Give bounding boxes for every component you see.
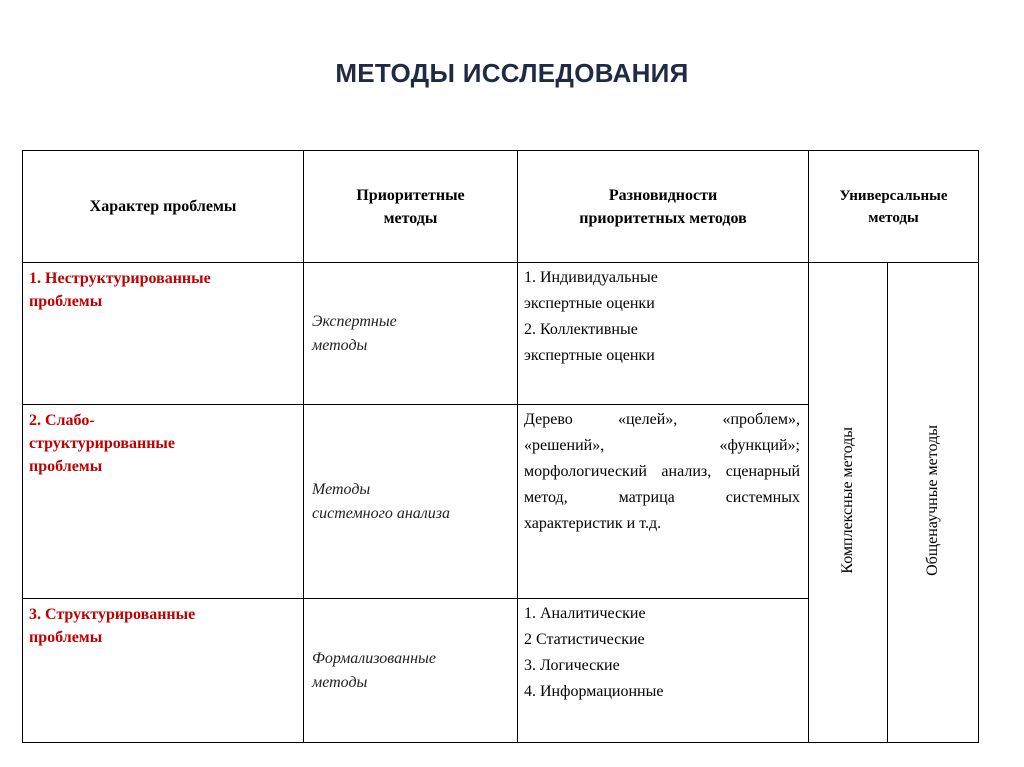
complex-methods-cell [809,263,888,743]
header-priority-methods: Приоритетные методы [304,151,518,263]
general-scientific-methods-label: Общенаучные методы [924,424,941,576]
header-problem-type: Характер проблемы [23,151,304,263]
priority-method-cell: Методы системного анализа [304,405,518,599]
priority-method-cell: Экспертные методы [304,263,518,405]
problem-cell: 2. Слабо- структурированные проблемы [23,405,304,599]
header-method-varieties: Разновидности приоритетных методов [518,151,809,263]
header-universal-methods: Универсальные методы [809,151,979,263]
varieties-cell: 1. Аналитические 2 Статистические 3. Логические 4. Информационные [518,599,809,743]
general-scientific-methods-cell [888,263,979,743]
page-title: МЕТОДЫ ИССЛЕДОВАНИЯ [335,58,689,88]
problem-cell: 1. Неструктурированные проблемы [23,263,304,405]
priority-method-cell: Формализованные методы [304,599,518,743]
varieties-cell: Дерево «целей», «проблем», «решений», «функций»; морфологический анализ, сценарный метод, матрица системных характеристик и т.д. [518,405,809,599]
table-row [23,263,979,405]
problem-cell: 3. Структурированные проблемы [23,599,304,743]
methods-table [22,150,979,743]
header-row [23,151,979,263]
varieties-cell: 1. Индивидуальные экспертные оценки 2. Коллективные экспертные оценки [518,263,809,405]
complex-methods-label: Комплексные методы [839,426,856,574]
